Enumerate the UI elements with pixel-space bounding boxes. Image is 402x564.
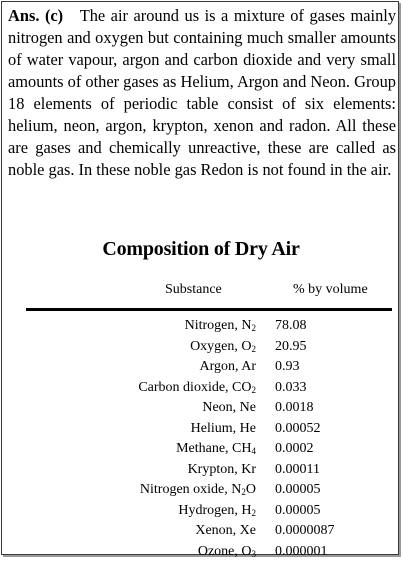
answer-card [1, 1, 399, 555]
answer-paragraph [8, 5, 396, 181]
answer-label: Ans. (c) [8, 6, 63, 25]
substance-name: Nitrogen, $N_2$ [185, 318, 256, 334]
table-row [2, 380, 400, 401]
volume-value: 0.000001 [275, 544, 328, 560]
table-row [2, 318, 400, 339]
table-row [2, 544, 400, 564]
volume-value: 20.95 [275, 339, 307, 355]
table-row [2, 482, 400, 503]
table-body [2, 318, 400, 564]
volume-value: 78.08 [275, 318, 307, 334]
substance-name: Oxygen, $O_2$ [190, 339, 256, 355]
column-header-volume: % by volume [293, 282, 368, 298]
table-row [2, 339, 400, 360]
substance-name: Hydrogen, $H_2$ [178, 503, 256, 519]
volume-value: 0.00005 [275, 503, 321, 519]
substance-name: Krypton, Kr [188, 462, 256, 478]
answer-text: The air around us is a mixture of gases mainly nitrogen and oxygen but containing much smaller amounts of water vapour, argon and carbon dioxide and very small amounts of other gases as Helium, Argon and Neon. Group 18 elements of periodic table consist of six elements: helium, neon, argon, krypton, xenon and radon. All these are gases and chemically unreactive, these are called as noble gas. In these noble gas Redon is not found in the air. [8, 6, 396, 179]
volume-value: 0.0018 [275, 400, 314, 416]
table-row [2, 400, 400, 421]
table-title: Composition of Dry Air [2, 238, 400, 261]
table-row [2, 462, 400, 483]
table-row [2, 359, 400, 380]
substance-name: Carbon dioxide, $CO_2$ [138, 380, 256, 396]
table-row [2, 441, 400, 462]
substance-name: Ozone, $O_3$ [198, 544, 256, 560]
substance-name: Methane, $CH_4$ [176, 441, 256, 457]
volume-value: 0.0002 [275, 441, 314, 457]
volume-value: 0.00052 [275, 421, 321, 437]
volume-value: 0.93 [275, 359, 300, 375]
table-row [2, 421, 400, 442]
header-rule [26, 308, 392, 311]
volume-value: 0.0000087 [275, 523, 335, 539]
substance-name: Argon, Ar [199, 359, 256, 375]
table-row [2, 503, 400, 524]
substance-name: Nitrogen oxide, $N_2O$ [140, 482, 256, 498]
table-row [2, 523, 400, 544]
substance-name: Neon, Ne [202, 400, 256, 416]
column-header-substance: Substance [165, 282, 222, 298]
volume-value: 0.033 [275, 380, 307, 396]
substance-name: Helium, He [191, 421, 256, 437]
substance-name: Xenon, Xe [195, 523, 256, 539]
volume-value: 0.00005 [275, 482, 321, 498]
volume-value: 0.00011 [275, 462, 320, 478]
